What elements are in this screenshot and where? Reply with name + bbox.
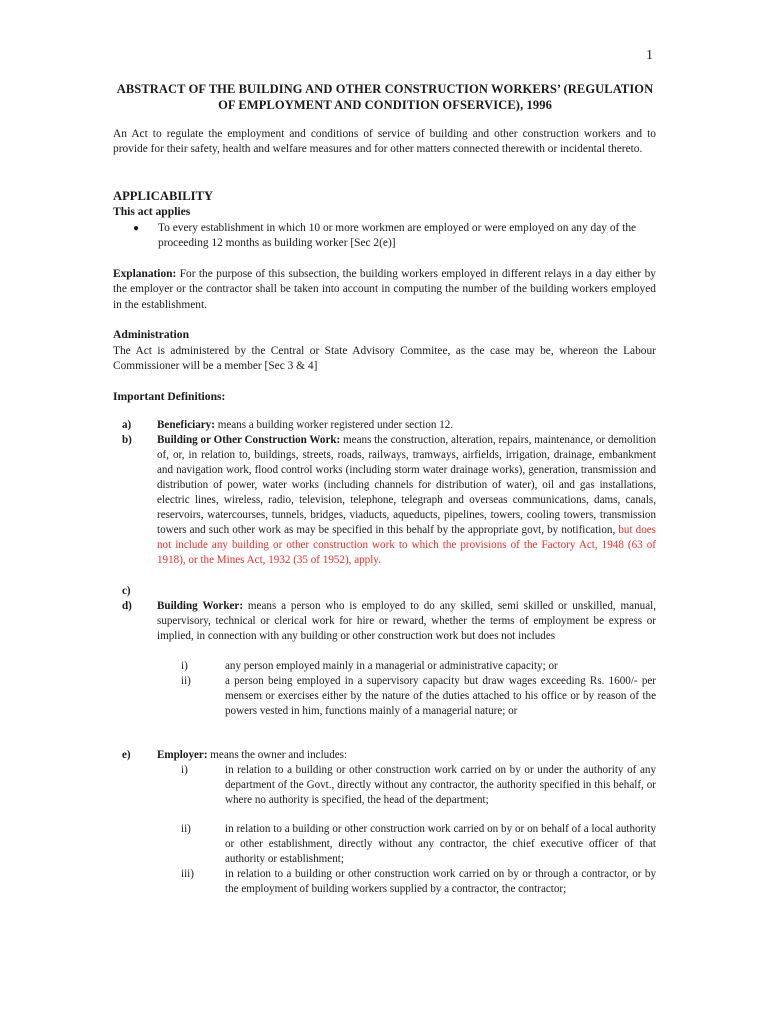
definition-e-item xyxy=(113,867,656,897)
definition-d xyxy=(113,599,656,644)
item-number: ii) xyxy=(181,823,191,835)
administration-text: The Act is administered by the Central or State Advisory Commitee, as the case may be, whereon the Labour Commissioner will be a member [Sec 3 & 4] xyxy=(113,345,656,373)
item-number: i) xyxy=(181,660,188,672)
definition-b xyxy=(113,433,656,568)
explanation-text: For the purpose of this subsection, the building workers employed in different relays in a day either by the employer or the contractor shall be taken into account in computing the number of the building workers employed in the establishment. xyxy=(113,268,656,311)
administration-heading: Administration xyxy=(113,328,190,341)
item-number: iii) xyxy=(181,868,194,880)
item-text: a person being employed in a supervisory capacity but draw wages exceeding Rs. 1600/- per mensem or exercises either by the nature of the duties attached to his office or by reason of the powers vested in him, functions mainly of a managerial nature; or xyxy=(225,675,656,717)
definition-text: means a person who is employed to do any skilled, semi skilled or unskilled, manual, supervisory, technical or clerical work for hire or reward, whether the terms of employment be express or implied, in connection with any building or other construction work but does not includes xyxy=(157,600,656,642)
definition-text: means the owner and includes: xyxy=(207,749,348,761)
item-text: in relation to a building or other construction work carried on by or under the authority of any department of the Govt., directly without any contractor, the authority specified in this behalf, or where no authority is specified, the head of the department; xyxy=(225,764,656,806)
item-number: ii) xyxy=(181,675,191,687)
definition-a xyxy=(113,418,656,433)
intro-paragraph: An Act to regulate the employment and conditions of service of building and other construction workers and to provide for their safety, health and welfare measures and for other matters connected therewith or incidental thereto. xyxy=(113,128,656,156)
definition-text: means a building worker registered under section 12. xyxy=(214,419,454,431)
applicability-heading: APPLICABILITY xyxy=(113,189,214,203)
definition-label: c) xyxy=(122,585,131,597)
definition-text: means the construction, alteration, repairs, maintenance, or demolition of, or, in relation to, buildings, streets, roads, railways, tramways, airfields, irrigation, drainage, embankment and navigation work, flood control works (including storm water drainage works), generation, transmission and distribution of power, water works (including channels for distribution of water), oil and gas installations, electric lines, wireless, radio, television, telephone, telegraph and overseas communications, dams, canals, reservoirs, watercourses, tunnels, bridges, viaducts, aqueducts, pipelines, towers, cooling towers, transmission towers and such other work as may be specified in this behalf by the appropriate govt, by notification, xyxy=(157,434,656,536)
definition-exclusion-text: but does not include any building or other construction work to which the provisions of the Factory Act, 1948 (63 of 1918), or the Mines Act, 1932 (35 of 1952), apply. xyxy=(157,524,656,566)
definition-term: Beneficiary: xyxy=(157,419,215,431)
explanation-paragraph xyxy=(113,267,656,313)
applicability-bullet-text: To every establishment in which 10 or more workmen are employed or were employed on any day of the proceeding 12 months as building worker [Sec 2(e)] xyxy=(158,222,637,250)
page-number: 1 xyxy=(646,48,653,63)
definition-label: e) xyxy=(122,749,131,761)
definition-e xyxy=(113,748,656,763)
item-number: i) xyxy=(181,764,188,776)
definition-label: a) xyxy=(122,419,132,431)
definition-label: d) xyxy=(122,600,132,612)
item-text: in relation to a building or other construction work carried on by or through a contractor, or by the employment of building workers supplied by a contractor, the contractor; xyxy=(225,868,656,895)
definition-d-item xyxy=(113,659,656,674)
definition-term: Employer: xyxy=(157,749,208,761)
definition-e-item xyxy=(113,822,656,867)
item-text: in relation to a building or other construction work carried on by or on behalf of a local authority or other establishment, directly without any contractor, the chief executive officer of that authority or establishment; xyxy=(225,823,656,865)
bullet-icon: ● xyxy=(133,223,140,234)
document-title: ABSTRACT OF THE BUILDING AND OTHER CONSTRUCTION WORKERS’ (REGULATION OF EMPLOYMENT AND CONDITION OFSERVICE), 1996 xyxy=(116,82,654,112)
definition-e-item xyxy=(113,763,656,808)
applicability-subheading: This act applies xyxy=(113,205,191,218)
definition-d-item xyxy=(113,674,656,719)
item-text: any person employed mainly in a managerial or administrative capacity; or xyxy=(225,660,558,672)
definition-label: b) xyxy=(122,434,132,446)
definition-term: Building Worker: xyxy=(157,600,244,612)
definitions-heading: Important Definitions: xyxy=(113,390,226,403)
definition-term: Building or Other Construction Work: xyxy=(157,434,341,446)
explanation-label: Explanation: xyxy=(113,268,177,280)
